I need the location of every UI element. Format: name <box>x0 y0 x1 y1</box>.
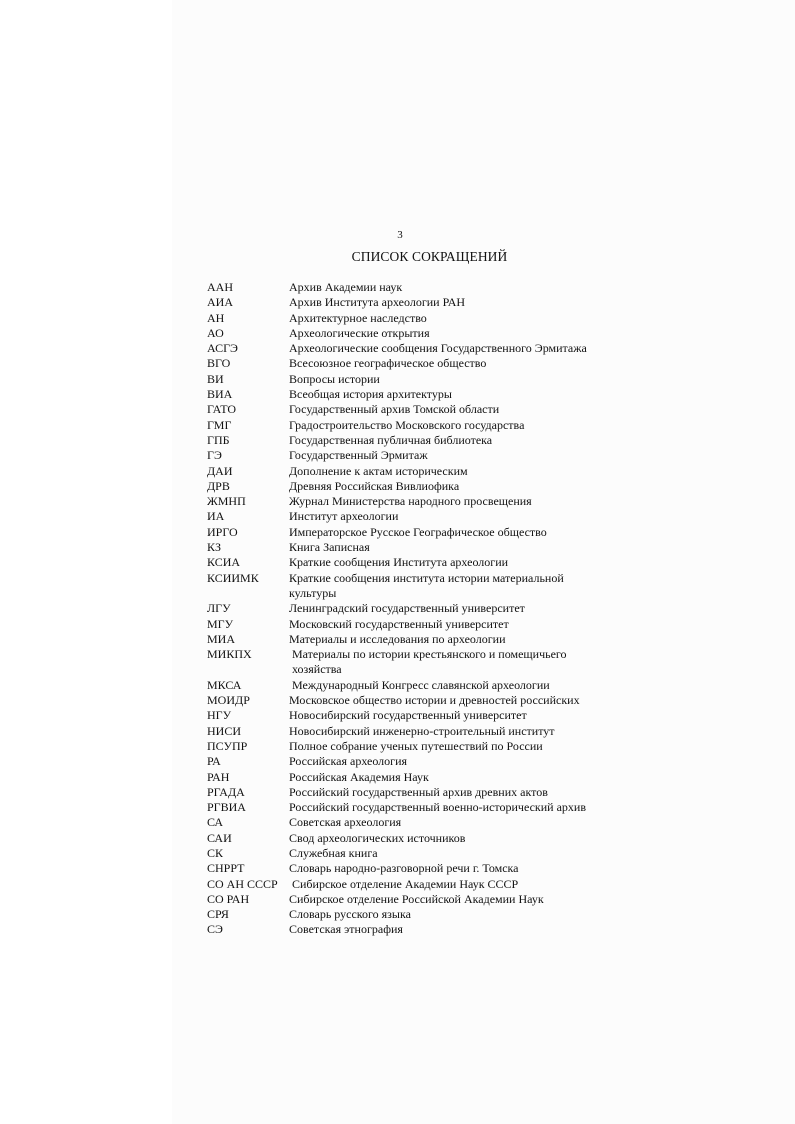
abbreviation-definition: Древняя Российская Вивлиофика <box>289 478 460 493</box>
abbreviation-term: РА <box>207 754 221 769</box>
abbreviation-row <box>207 326 637 341</box>
abbreviation-row <box>207 372 637 387</box>
abbreviation-row <box>207 846 637 861</box>
abbreviation-definition: Московский государственный университет <box>289 616 509 631</box>
abbreviation-term: ПСУПР <box>207 738 248 753</box>
abbreviation-term: ГПБ <box>207 432 230 447</box>
abbreviation-row <box>207 448 637 463</box>
abbreviation-definition: Российский государственный архив древних актов <box>289 784 548 799</box>
abbreviation-term: АН <box>207 310 225 325</box>
abbreviation-definition: Краткие сообщения института истории материальной культуры <box>289 570 564 600</box>
abbreviation-row <box>207 433 637 448</box>
abbreviation-row <box>207 356 637 371</box>
abbreviation-term: ИА <box>207 509 225 524</box>
abbreviation-definition: Словарь русского языка <box>289 907 411 922</box>
abbreviation-definition: Советская археология <box>289 815 402 830</box>
abbreviation-term: ГЭ <box>207 448 222 463</box>
abbreviation-definition: Институт археологии <box>289 509 399 524</box>
abbreviation-row <box>207 693 637 708</box>
abbreviation-definition: Государственный Эрмитаж <box>289 448 428 463</box>
abbreviation-row <box>207 831 637 846</box>
abbreviation-definition: Вопросы истории <box>289 371 380 386</box>
abbreviation-row <box>207 632 637 647</box>
abbreviation-definition: Сибирское отделение Российской Академии Наук <box>289 891 544 906</box>
abbreviation-definition: Архитектурное наследство <box>289 310 427 325</box>
abbreviation-definition: Новосибирский государственный университет <box>289 708 527 723</box>
abbreviation-definition: Государственная публичная библиотека <box>289 432 493 447</box>
abbreviation-row <box>207 770 637 785</box>
abbreviation-term: НИСИ <box>207 723 242 738</box>
abbreviation-term: КСИА <box>207 555 241 570</box>
abbreviation-definition: Градостроительство Московского государства <box>289 417 525 432</box>
abbreviation-row <box>207 708 637 723</box>
abbreviation-row <box>207 418 637 433</box>
abbreviation-definition: Международный Конгресс славянской археологии <box>292 677 550 692</box>
abbreviation-definition: Советская этнография <box>289 922 403 937</box>
abbreviation-definition: Археологические открытия <box>289 325 430 340</box>
abbreviation-term: РГАДА <box>207 784 245 799</box>
abbreviation-definition: Новосибирский инженерно-строительный институт <box>289 723 555 738</box>
abbreviation-row <box>207 785 637 800</box>
abbreviation-row <box>207 280 637 295</box>
abbreviation-definition: Государственный архив Томской области <box>289 402 500 417</box>
abbreviation-term: СРЯ <box>207 907 229 922</box>
abbreviation-row <box>207 387 637 402</box>
abbreviation-definition: Архив Академии наук <box>289 280 403 294</box>
abbreviation-row <box>207 402 637 417</box>
abbreviation-row <box>207 525 637 540</box>
abbreviation-term: МГУ <box>207 616 234 631</box>
abbreviation-definition: Сибирское отделение Академии Наук СССР <box>292 876 519 891</box>
abbreviation-definition: Полное собрание ученых путешествий по России <box>289 738 543 753</box>
abbreviation-definition: Свод археологических источников <box>289 830 466 845</box>
abbreviation-row <box>207 815 637 830</box>
abbreviation-term: МИА <box>207 631 236 646</box>
abbreviation-row <box>207 861 637 876</box>
abbreviation-definition: Московское общество истории и древностей российских <box>289 693 580 708</box>
abbreviation-term: РГВИА <box>207 800 246 815</box>
abbreviation-term: СНРРТ <box>207 861 245 876</box>
abbreviation-term: АИА <box>207 295 233 310</box>
abbreviation-definition: Всеобщая история архитектуры <box>289 387 452 402</box>
abbreviation-term: ААН <box>207 280 233 294</box>
abbreviation-definition: Материалы и исследования по археологии <box>289 631 506 646</box>
abbreviation-term: НГУ <box>207 708 232 723</box>
abbreviation-row <box>207 540 637 555</box>
abbreviation-term: ГМГ <box>207 417 232 432</box>
abbreviation-definition: Российская археология <box>289 754 408 769</box>
abbreviation-row <box>207 647 637 678</box>
abbreviation-row <box>207 509 637 524</box>
abbreviation-term: МОИДР <box>207 693 250 708</box>
abbreviation-row <box>207 571 637 602</box>
abbreviation-term: ВИА <box>207 387 233 402</box>
abbreviation-row <box>207 800 637 815</box>
abbreviation-row <box>207 877 637 892</box>
abbreviation-row <box>207 494 637 509</box>
abbreviation-row <box>207 739 637 754</box>
abbreviation-term: КСИИМК <box>207 570 259 585</box>
abbreviation-term: СК <box>207 845 224 860</box>
abbreviation-row <box>207 617 637 632</box>
abbreviation-term: СО РАН <box>207 891 250 906</box>
abbreviation-term: ДРВ <box>207 478 230 493</box>
abbreviation-term: САИ <box>207 830 232 845</box>
abbreviation-row <box>207 464 637 479</box>
abbreviation-definition: Дополнение к актам историческим <box>289 463 468 478</box>
abbreviation-term: ЛГУ <box>207 601 231 616</box>
abbreviation-row <box>207 724 637 739</box>
abbreviation-definition: Всесоюзное географическое общество <box>289 356 487 371</box>
abbreviation-definition: Словарь народно-разговорной речи г. Томска <box>289 861 519 876</box>
abbreviation-row <box>207 907 637 922</box>
abbreviation-term: СЭ <box>207 922 223 937</box>
abbreviation-definition: Книга Записная <box>289 540 370 555</box>
abbreviation-row <box>207 754 637 769</box>
abbreviation-row <box>207 922 637 937</box>
abbreviation-row <box>207 555 637 570</box>
abbreviation-row <box>207 678 637 693</box>
abbreviation-definition: Журнал Министерства народного просвещения <box>289 494 532 509</box>
abbreviation-definition: Краткие сообщения Института археологии <box>289 555 509 570</box>
abbreviation-definition: Российская Академия Наук <box>289 769 429 784</box>
abbreviation-term: СА <box>207 815 224 830</box>
abbreviation-definition: Материалы по истории крестьянского и помещичьего хозяйства <box>292 647 567 677</box>
abbreviation-list <box>207 280 637 938</box>
abbreviation-row <box>207 601 637 616</box>
abbreviation-row <box>207 341 637 356</box>
abbreviation-term: МКСА <box>207 677 242 692</box>
abbreviation-term: ВИ <box>207 371 224 386</box>
abbreviation-definition: Служебная книга <box>289 845 378 860</box>
abbreviation-definition: Императорское Русское Географическое общество <box>289 524 547 539</box>
abbreviation-term: РАН <box>207 769 230 784</box>
abbreviation-row <box>207 479 637 494</box>
page-number: 3 <box>397 229 403 241</box>
abbreviation-term: ВГО <box>207 356 231 371</box>
abbreviation-row <box>207 892 637 907</box>
abbreviation-term: ГАТО <box>207 402 237 417</box>
abbreviation-term: МИКПХ <box>207 647 252 662</box>
abbreviation-definition: Ленинградский государственный университет <box>289 601 525 616</box>
abbreviation-definition: Археологические сообщения Государственного Эрмитажа <box>289 341 587 356</box>
page-title: СПИСОК СОКРАЩЕНИЙ <box>351 249 508 264</box>
abbreviation-definition: Российский государственный военно-исторический архив <box>289 800 586 815</box>
abbreviation-row <box>207 295 637 310</box>
abbreviation-term: АО <box>207 325 224 340</box>
abbreviation-term: ДАИ <box>207 463 233 478</box>
abbreviation-term: КЗ <box>207 540 222 555</box>
abbreviation-term: СО АН СССР <box>207 876 278 891</box>
abbreviation-term: АСГЭ <box>207 341 238 356</box>
abbreviation-row <box>207 311 637 326</box>
abbreviation-term: ЖМНП <box>207 494 246 509</box>
abbreviation-definition: Архив Института археологии РАН <box>289 295 466 310</box>
abbreviation-term: ИРГО <box>207 524 238 539</box>
